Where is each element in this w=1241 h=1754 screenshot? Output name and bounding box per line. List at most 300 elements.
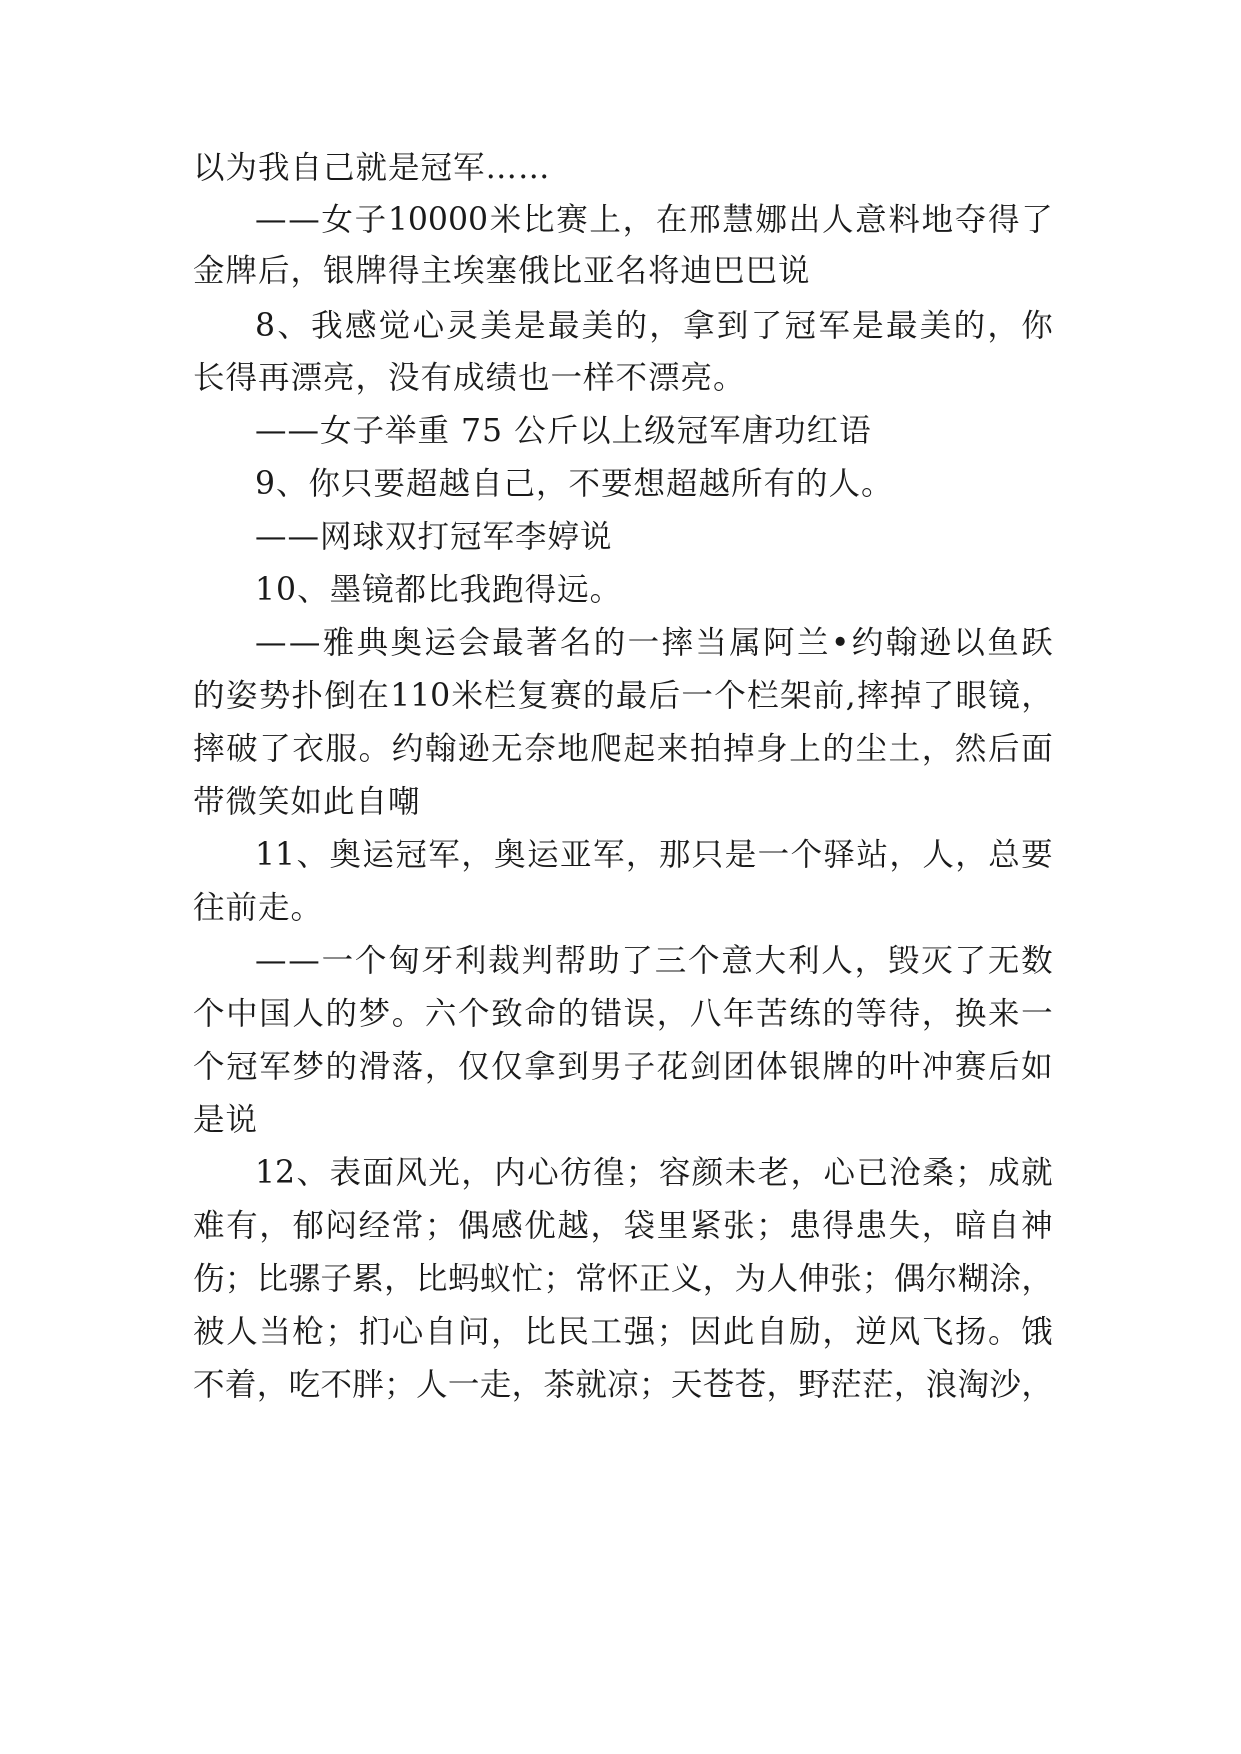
glyph: 摔 <box>856 678 889 714</box>
glyph: 兰 <box>796 625 829 661</box>
glyph: 苍 <box>702 1367 735 1403</box>
glyph: ； <box>625 1155 658 1191</box>
glyph: 军 <box>428 837 460 873</box>
glyph: 的 <box>193 678 225 714</box>
glyph: 等 <box>855 996 888 1032</box>
glyph: ； <box>656 1314 689 1350</box>
glyph: 表 <box>329 1155 361 1191</box>
glyph: 跃 <box>1021 625 1053 661</box>
glyph: 爬 <box>590 731 623 767</box>
text-line: 金牌后，银牌得主埃塞俄比亚名将迪巴巴说 <box>193 253 811 289</box>
glyph: 最 <box>547 308 580 344</box>
glyph: 前 <box>812 678 845 714</box>
glyph: 栏 <box>484 678 516 714</box>
glyph: 里 <box>656 1208 689 1244</box>
glyph: 奈 <box>524 731 556 767</box>
glyph: 驿 <box>823 837 856 873</box>
glyph: 苦 <box>756 996 788 1032</box>
glyph: ， <box>893 1367 926 1403</box>
text-line: 是说 <box>193 1102 259 1138</box>
glyph: ； <box>955 1155 987 1191</box>
glyph: 练 <box>789 996 821 1032</box>
glyph: 个 <box>458 996 490 1032</box>
glyph: 比 <box>524 1314 556 1350</box>
glyph: 女 <box>321 202 353 238</box>
glyph: 摔 <box>661 625 693 661</box>
glyph: 身 <box>756 731 788 767</box>
glyph: 邢 <box>689 202 721 238</box>
glyph: 一 <box>757 837 790 873</box>
text-line <box>193 1259 1053 1299</box>
glyph: 奥 <box>329 837 361 873</box>
glyph: 仅 <box>458 1049 490 1085</box>
glyph: 上 <box>789 731 821 767</box>
glyph: 沧 <box>889 1155 921 1191</box>
glyph: 枪 <box>292 1314 324 1350</box>
glyph: 桑 <box>922 1155 954 1191</box>
glyph: 的 <box>822 996 854 1032</box>
glyph: — <box>255 202 287 238</box>
glyph: 10000 <box>387 202 489 238</box>
text-line <box>255 941 1053 981</box>
glyph: 拿 <box>683 308 715 344</box>
glyph: 落 <box>391 1049 424 1085</box>
glyph: 经 <box>358 1208 391 1244</box>
glyph: 是 <box>724 837 757 873</box>
glyph: 米 <box>489 202 522 238</box>
glyph: 的 <box>615 308 647 344</box>
glyph: 牙 <box>421 943 454 979</box>
glyph: 子 <box>320 1261 352 1297</box>
text-line <box>255 835 1053 875</box>
glyph: 优 <box>524 1208 556 1244</box>
glyph: 逊 <box>458 731 490 767</box>
glyph: ， <box>424 1049 457 1085</box>
glyph: 感 <box>491 1208 523 1244</box>
glyph: 命 <box>524 996 556 1032</box>
glyph: 心 <box>527 1155 559 1191</box>
glyph: 栏 <box>747 678 779 714</box>
glyph: 运 <box>362 837 394 873</box>
glyph: 的 <box>822 731 854 767</box>
text-line <box>193 1312 1053 1352</box>
glyph: 彷 <box>560 1155 592 1191</box>
glyph: ， <box>384 1261 416 1297</box>
glyph: 淘 <box>957 1367 990 1403</box>
glyph: 。 <box>988 1314 1020 1350</box>
glyph: 被 <box>193 1314 225 1350</box>
glyph: 茶 <box>543 1367 575 1403</box>
text-line <box>255 1153 1053 1193</box>
glyph: 野 <box>798 1367 830 1403</box>
glyph: 眼 <box>955 678 988 714</box>
glyph: 八 <box>689 996 722 1032</box>
glyph: 的 <box>325 1049 358 1085</box>
glyph: 破 <box>226 731 258 767</box>
glyph: 神 <box>1021 1208 1053 1244</box>
glyph: 了 <box>922 678 955 714</box>
glyph: 如 <box>1021 1049 1053 1085</box>
text-line <box>193 1047 1053 1087</box>
glyph: 土 <box>888 731 921 767</box>
glyph: 意 <box>855 202 887 238</box>
glyph: 到 <box>557 1049 589 1085</box>
glyph: 复 <box>517 678 549 714</box>
glyph: 仅 <box>491 1049 523 1085</box>
text-line: 9、你只要超越自己，不要想超越所有的人。 <box>255 466 894 502</box>
glyph: 个 <box>354 943 387 979</box>
text-line <box>193 1206 1053 1246</box>
glyph: 就 <box>1021 1155 1053 1191</box>
glyph: 冠 <box>226 1049 258 1085</box>
glyph: 无 <box>987 943 1020 979</box>
glyph: 涂 <box>989 1261 1021 1297</box>
glyph: 地 <box>557 731 589 767</box>
glyph: ， <box>921 996 954 1032</box>
glyph: 后 <box>648 678 681 714</box>
glyph: 张 <box>723 1208 755 1244</box>
glyph: 六 <box>424 996 457 1032</box>
glyph: 银 <box>789 1049 821 1085</box>
glyph: 了 <box>1021 202 1053 238</box>
glyph: 尔 <box>925 1261 958 1297</box>
glyph: 花 <box>656 1049 689 1085</box>
glyph: 镜 <box>988 678 1020 714</box>
glyph: 得 <box>822 1208 854 1244</box>
glyph: 然 <box>954 731 987 767</box>
glyph: 个 <box>688 943 720 979</box>
glyph: 工 <box>590 1314 623 1350</box>
glyph: ； <box>756 1208 788 1244</box>
glyph: 会 <box>458 625 490 661</box>
text-line: 长得再漂亮，没有成绩也一样不漂亮。 <box>193 360 746 396</box>
glyph: ， <box>461 1155 493 1191</box>
glyph: 错 <box>590 996 623 1032</box>
glyph: 后 <box>988 1049 1020 1085</box>
glyph: 郁 <box>292 1208 324 1244</box>
glyph: 常 <box>575 1261 607 1297</box>
glyph: 梦 <box>292 1049 324 1085</box>
glyph: 伤 <box>193 1261 225 1297</box>
glyph: 年 <box>723 996 755 1032</box>
glyph: — <box>255 943 287 979</box>
glyph: 人 <box>226 1314 258 1350</box>
glyph: — <box>288 202 320 238</box>
glyph: 奥 <box>390 625 422 661</box>
glyph: 已 <box>856 1155 888 1191</box>
text-line: 10、墨镜都比我跑得远。 <box>255 572 623 608</box>
glyph: 子 <box>354 202 387 238</box>
glyph: 大 <box>754 943 787 979</box>
glyph: 糊 <box>957 1261 990 1297</box>
glyph: 、 <box>296 837 329 873</box>
text-line <box>255 623 1053 663</box>
glyph: ， <box>1021 1367 1053 1403</box>
glyph: 倒 <box>324 678 356 714</box>
glyph: 、 <box>277 308 309 344</box>
glyph: 比 <box>416 1261 448 1297</box>
glyph: 人 <box>292 996 324 1032</box>
glyph: 骡 <box>288 1261 321 1297</box>
glyph: ， <box>889 837 921 873</box>
glyph: 闷 <box>325 1208 358 1244</box>
text-line <box>193 676 1053 716</box>
glyph: 起 <box>623 731 656 767</box>
glyph: 团 <box>723 1049 755 1085</box>
glyph: 一 <box>1021 996 1053 1032</box>
glyph: 人 <box>821 202 854 238</box>
glyph: 判 <box>521 943 553 979</box>
glyph: 一 <box>627 625 660 661</box>
glyph: 茫 <box>862 1367 894 1403</box>
glyph: 为 <box>734 1261 767 1297</box>
glyph: 最 <box>492 625 524 661</box>
glyph: 此 <box>723 1314 755 1350</box>
glyph: 上 <box>589 202 621 238</box>
glyph: 拿 <box>524 1049 556 1085</box>
glyph: 自 <box>424 1314 457 1350</box>
glyph: 最 <box>615 678 648 714</box>
glyph: ， <box>822 1314 854 1350</box>
glyph: 鱼 <box>987 625 1019 661</box>
glyph: ， <box>590 1208 623 1244</box>
glyph: ； <box>862 1261 894 1297</box>
glyph: 翰 <box>885 625 918 661</box>
glyph: 翰 <box>424 731 457 767</box>
glyph: 出 <box>788 202 821 238</box>
glyph: 吃 <box>288 1367 321 1403</box>
glyph: ， <box>656 996 689 1032</box>
glyph: 利 <box>787 943 820 979</box>
glyph: — <box>288 625 321 661</box>
text-line <box>255 306 1053 346</box>
glyph: 个 <box>714 678 746 714</box>
glyph: 逊 <box>919 625 952 661</box>
glyph: 灵 <box>446 308 478 344</box>
glyph: 失 <box>888 1208 921 1244</box>
glyph: ， <box>955 837 987 873</box>
glyph: 的 <box>325 996 358 1032</box>
glyph: 美 <box>919 308 952 344</box>
glyph: ， <box>921 731 954 767</box>
glyph: 来 <box>988 996 1020 1032</box>
glyph: 11 <box>255 837 296 873</box>
glyph: 比 <box>256 1261 289 1297</box>
text-line <box>255 200 1053 240</box>
glyph: 换 <box>954 996 987 1032</box>
glyph: 慧 <box>722 202 754 238</box>
glyph: 风 <box>888 1314 921 1350</box>
glyph: 奥 <box>494 837 526 873</box>
glyph: 要 <box>1021 837 1053 873</box>
glyph: 着 <box>224 1367 257 1403</box>
glyph: 的 <box>855 1049 888 1085</box>
glyph: 剑 <box>689 1049 722 1085</box>
glyph: ； <box>325 1314 358 1350</box>
glyph: 人 <box>821 943 853 979</box>
glyph: 怀 <box>607 1261 639 1297</box>
glyph: 属 <box>729 625 761 661</box>
glyph: 个 <box>193 996 225 1032</box>
glyph: 是 <box>514 308 546 344</box>
glyph: 不 <box>193 1367 225 1403</box>
glyph: — <box>288 943 320 979</box>
glyph: 了 <box>259 731 291 767</box>
glyph: 滑 <box>358 1049 391 1085</box>
glyph: 走 <box>479 1367 512 1403</box>
glyph: 梦 <box>358 996 391 1032</box>
glyph: 逆 <box>855 1314 888 1350</box>
glyph: 励 <box>789 1314 821 1350</box>
glyph: 一 <box>681 678 713 714</box>
glyph: 的 <box>593 625 626 661</box>
glyph: 冠 <box>395 837 427 873</box>
glyph: 的 <box>557 996 589 1032</box>
glyph: ， <box>987 308 1019 344</box>
glyph: 站 <box>856 837 888 873</box>
glyph: 当 <box>695 625 727 661</box>
glyph: 天 <box>670 1367 703 1403</box>
glyph: 拍 <box>689 731 722 767</box>
glyph: 阿 <box>763 625 795 661</box>
glyph: 冠 <box>784 308 817 344</box>
glyph: 一 <box>321 943 354 979</box>
glyph: 军 <box>818 308 850 344</box>
glyph: 三 <box>654 943 687 979</box>
glyph: 灭 <box>921 943 953 979</box>
glyph: 扑 <box>291 678 324 714</box>
glyph: 人 <box>766 1261 798 1297</box>
glyph: ， <box>256 1367 289 1403</box>
glyph: 最 <box>885 308 918 344</box>
glyph: 。 <box>391 996 424 1032</box>
glyph: 得 <box>988 202 1020 238</box>
glyph: • <box>830 625 850 661</box>
glyph: 来 <box>656 731 689 767</box>
glyph: 110 <box>390 678 451 714</box>
glyph: 心 <box>823 1155 856 1191</box>
glyph: 米 <box>451 678 484 714</box>
glyph: 军 <box>259 1049 291 1085</box>
glyph: 患 <box>855 1208 888 1244</box>
glyph: 了 <box>621 943 653 979</box>
glyph: 不 <box>320 1367 352 1403</box>
glyph: 帮 <box>554 943 587 979</box>
glyph: 袋 <box>623 1208 656 1244</box>
glyph: ， <box>259 1208 291 1244</box>
glyph: 徨 <box>592 1155 625 1191</box>
glyph: 正 <box>639 1261 671 1297</box>
glyph: 张 <box>830 1261 862 1297</box>
glyph: 尘 <box>855 731 888 767</box>
glyph: 中 <box>226 996 258 1032</box>
glyph: 亚 <box>560 837 592 873</box>
glyph: 著 <box>525 625 558 661</box>
glyph: 服 <box>325 731 358 767</box>
glyph: 民 <box>557 1314 589 1350</box>
glyph: 男 <box>590 1049 623 1085</box>
glyph: 美 <box>581 308 614 344</box>
glyph: 典 <box>356 625 389 661</box>
glyph: ； <box>384 1367 416 1403</box>
glyph: 利 <box>454 943 487 979</box>
glyph: ； <box>424 1208 457 1244</box>
glyph: 风 <box>395 1155 427 1191</box>
glyph: 就 <box>575 1367 607 1403</box>
text-line: ——女子举重 75 公斤以上级冠军唐功红语 <box>255 413 872 449</box>
glyph: 容 <box>658 1155 691 1191</box>
glyph: 面 <box>362 1155 394 1191</box>
text-line: 以为我自己就是冠军…… <box>193 150 551 186</box>
glyph: ， <box>790 1155 823 1191</box>
glyph: 毁 <box>887 943 920 979</box>
glyph: ， <box>649 308 681 344</box>
glyph: ， <box>1021 1261 1053 1297</box>
glyph: ； <box>543 1261 575 1297</box>
glyph: 偶 <box>893 1261 926 1297</box>
glyph: 忙 <box>511 1261 544 1297</box>
glyph: ； <box>224 1261 257 1297</box>
glyph: ， <box>511 1367 544 1403</box>
glyph: 暗 <box>954 1208 987 1244</box>
glyph: ， <box>766 1367 798 1403</box>
glyph: 苍 <box>734 1367 767 1403</box>
glyph: 面 <box>1021 731 1053 767</box>
glyph: ， <box>622 202 655 238</box>
glyph: 赛 <box>556 202 588 238</box>
glyph: 那 <box>658 837 691 873</box>
glyph: 强 <box>623 1314 656 1350</box>
glyph: ， <box>625 837 658 873</box>
glyph: 体 <box>756 1049 788 1085</box>
glyph: ， <box>491 1314 523 1350</box>
glyph: 叶 <box>888 1049 921 1085</box>
glyph: 赛 <box>550 678 582 714</box>
glyph: 患 <box>789 1208 821 1244</box>
glyph: 运 <box>527 837 559 873</box>
glyph: 意 <box>721 943 753 979</box>
glyph: 国 <box>259 996 291 1032</box>
glyph: 雅 <box>322 625 355 661</box>
glyph: 架 <box>779 678 812 714</box>
glyph: 自 <box>988 1208 1020 1244</box>
glyph: ， <box>1021 678 1053 714</box>
glyph: 难 <box>193 1208 225 1244</box>
glyph: 扪 <box>358 1314 391 1350</box>
glyph: 心 <box>412 308 445 344</box>
text-line <box>193 1365 1053 1405</box>
text-line: 往前走。 <box>193 890 324 926</box>
glyph: 累 <box>352 1261 384 1297</box>
glyph: 名 <box>559 625 592 661</box>
glyph: 自 <box>756 1314 788 1350</box>
glyph: 觉 <box>378 308 411 344</box>
glyph: 军 <box>592 837 625 873</box>
glyph: 的 <box>953 308 986 344</box>
glyph: 了 <box>954 943 987 979</box>
glyph: 裁 <box>488 943 520 979</box>
glyph: 牌 <box>822 1049 854 1085</box>
glyph: 美 <box>480 308 512 344</box>
glyph: 凉 <box>607 1367 639 1403</box>
glyph: 我 <box>311 308 343 344</box>
glyph: 扬 <box>954 1314 987 1350</box>
glyph: — <box>255 625 287 661</box>
glyph: ， <box>702 1261 735 1297</box>
glyph: 摔 <box>193 731 225 767</box>
glyph: 茫 <box>830 1367 862 1403</box>
glyph: ， <box>921 1208 954 1244</box>
